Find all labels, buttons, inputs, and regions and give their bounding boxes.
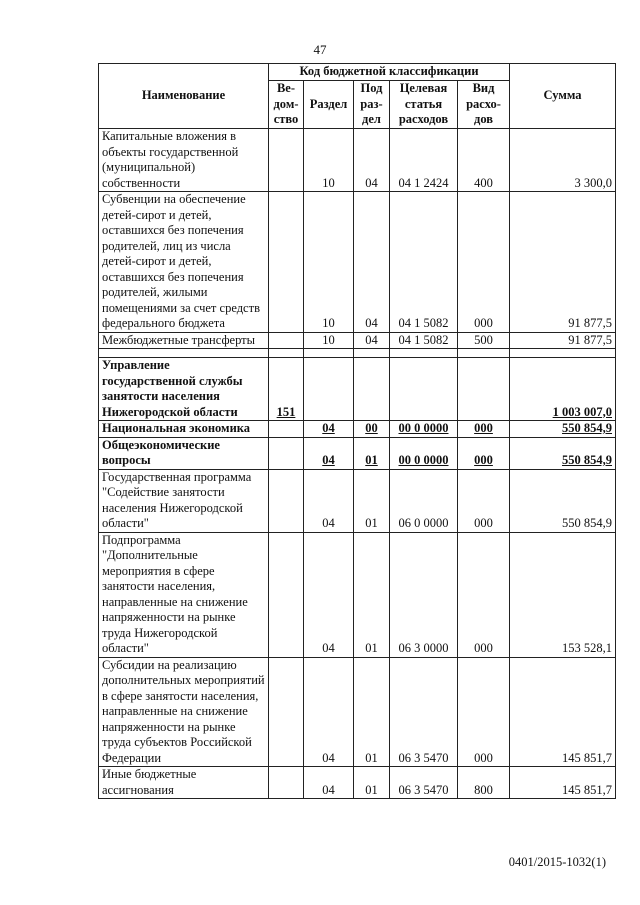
header-podrazdel: Под раз- дел bbox=[354, 81, 390, 129]
row-razdel: 10 bbox=[304, 332, 354, 349]
row-name: Капитальные вложения в объекты государственной (муниципальной) собственности bbox=[99, 129, 269, 192]
row-vedomstvo bbox=[269, 532, 304, 657]
row-name: Межбюджетные трансферты bbox=[99, 332, 269, 349]
row-razdel: 04 bbox=[304, 437, 354, 469]
budget-table bbox=[98, 63, 616, 799]
row-summa: 145 851,7 bbox=[510, 767, 616, 799]
row-celevaya: 04 1 5082 bbox=[390, 192, 458, 333]
row-vid: 000 bbox=[458, 469, 510, 532]
row-vid: 800 bbox=[458, 767, 510, 799]
row-name: Государственная программа "Содействие занятости населения Нижегородской области" bbox=[99, 469, 269, 532]
row-summa: 1 003 007,0 bbox=[510, 358, 616, 421]
table-row bbox=[99, 657, 616, 767]
table-row bbox=[99, 437, 616, 469]
document-code: 0401/2015-1032(1) bbox=[508, 855, 606, 869]
spacer-row bbox=[99, 349, 616, 358]
table-row bbox=[99, 358, 616, 421]
row-name: Национальная экономика bbox=[99, 421, 269, 438]
row-podrazdel: 01 bbox=[354, 437, 390, 469]
row-vedomstvo bbox=[269, 657, 304, 767]
row-vid: 000 bbox=[458, 421, 510, 438]
row-razdel: 04 bbox=[304, 657, 354, 767]
row-celevaya: 06 0 0000 bbox=[390, 469, 458, 532]
table-row bbox=[99, 129, 616, 192]
header-code-group: Код бюджетной классификации bbox=[269, 64, 510, 81]
row-summa: 145 851,7 bbox=[510, 657, 616, 767]
row-vedomstvo bbox=[269, 437, 304, 469]
row-vedomstvo bbox=[269, 421, 304, 438]
row-vedomstvo bbox=[269, 192, 304, 333]
header-vid: Вид расхо- дов bbox=[458, 81, 510, 129]
row-vedomstvo: 151 bbox=[269, 358, 304, 421]
row-podrazdel: 01 bbox=[354, 469, 390, 532]
row-podrazdel: 01 bbox=[354, 767, 390, 799]
header-summa: Сумма bbox=[510, 64, 616, 129]
row-vid: 000 bbox=[458, 657, 510, 767]
row-podrazdel: 04 bbox=[354, 192, 390, 333]
row-vid: 000 bbox=[458, 532, 510, 657]
row-razdel: 10 bbox=[304, 192, 354, 333]
row-celevaya: 04 1 2424 bbox=[390, 129, 458, 192]
table-row bbox=[99, 532, 616, 657]
row-summa: 3 300,0 bbox=[510, 129, 616, 192]
row-razdel: 04 bbox=[304, 767, 354, 799]
row-celevaya: 06 3 0000 bbox=[390, 532, 458, 657]
row-name: Субсидии на реализацию дополнительных мероприятий в сфере занятости населения, направленные на снижение напряженности на рынке труда субъектов Российской Федерации bbox=[99, 657, 269, 767]
row-vid: 400 bbox=[458, 129, 510, 192]
row-podrazdel bbox=[354, 358, 390, 421]
row-vedomstvo bbox=[269, 469, 304, 532]
row-vedomstvo bbox=[269, 332, 304, 349]
row-name: Управление государственной службы занятости населения Нижегородской области bbox=[99, 358, 269, 421]
row-razdel: 04 bbox=[304, 532, 354, 657]
row-summa: 550 854,9 bbox=[510, 421, 616, 438]
row-vid: 000 bbox=[458, 192, 510, 333]
row-vid bbox=[458, 358, 510, 421]
row-celevaya bbox=[390, 358, 458, 421]
row-summa: 153 528,1 bbox=[510, 532, 616, 657]
row-podrazdel: 04 bbox=[354, 332, 390, 349]
row-razdel bbox=[304, 358, 354, 421]
row-summa: 91 877,5 bbox=[510, 332, 616, 349]
row-name: Субвенции на обеспечение детей-сирот и детей, оставшихся без попечения родителей, лиц из числа детей-сирот и детей, оставшихся без попечения родителей, жилыми помещениями за счет средств федерального бюджета bbox=[99, 192, 269, 333]
row-summa: 91 877,5 bbox=[510, 192, 616, 333]
table-row bbox=[99, 421, 616, 438]
header-vedomstvo: Ве- дом- ство bbox=[269, 81, 304, 129]
table-row bbox=[99, 767, 616, 799]
row-podrazdel: 00 bbox=[354, 421, 390, 438]
row-razdel: 04 bbox=[304, 421, 354, 438]
row-name: Иные бюджетные ассигнования bbox=[99, 767, 269, 799]
header-name: Наименование bbox=[99, 64, 269, 129]
row-celevaya: 00 0 0000 bbox=[390, 421, 458, 438]
table-row bbox=[99, 192, 616, 333]
row-podrazdel: 01 bbox=[354, 657, 390, 767]
table-row bbox=[99, 332, 616, 349]
header-celevaya: Целевая статья расходов bbox=[390, 81, 458, 129]
row-name: Подпрограмма "Дополнительные мероприятия в сфере занятости населения, направленные на снижение напряженности на рынке труда Нижегородской области" bbox=[99, 532, 269, 657]
header-razdel: Раздел bbox=[304, 81, 354, 129]
row-celevaya: 00 0 0000 bbox=[390, 437, 458, 469]
row-summa: 550 854,9 bbox=[510, 469, 616, 532]
row-podrazdel: 04 bbox=[354, 129, 390, 192]
row-name: Общеэкономические вопросы bbox=[99, 437, 269, 469]
page-number: 47 bbox=[313, 42, 327, 57]
row-vid: 000 bbox=[458, 437, 510, 469]
row-vedomstvo bbox=[269, 129, 304, 192]
row-summa: 550 854,9 bbox=[510, 437, 616, 469]
row-razdel: 10 bbox=[304, 129, 354, 192]
row-vid: 500 bbox=[458, 332, 510, 349]
row-celevaya: 04 1 5082 bbox=[390, 332, 458, 349]
row-celevaya: 06 3 5470 bbox=[390, 767, 458, 799]
row-podrazdel: 01 bbox=[354, 532, 390, 657]
row-razdel: 04 bbox=[304, 469, 354, 532]
row-vedomstvo bbox=[269, 767, 304, 799]
row-celevaya: 06 3 5470 bbox=[390, 657, 458, 767]
table-row bbox=[99, 469, 616, 532]
